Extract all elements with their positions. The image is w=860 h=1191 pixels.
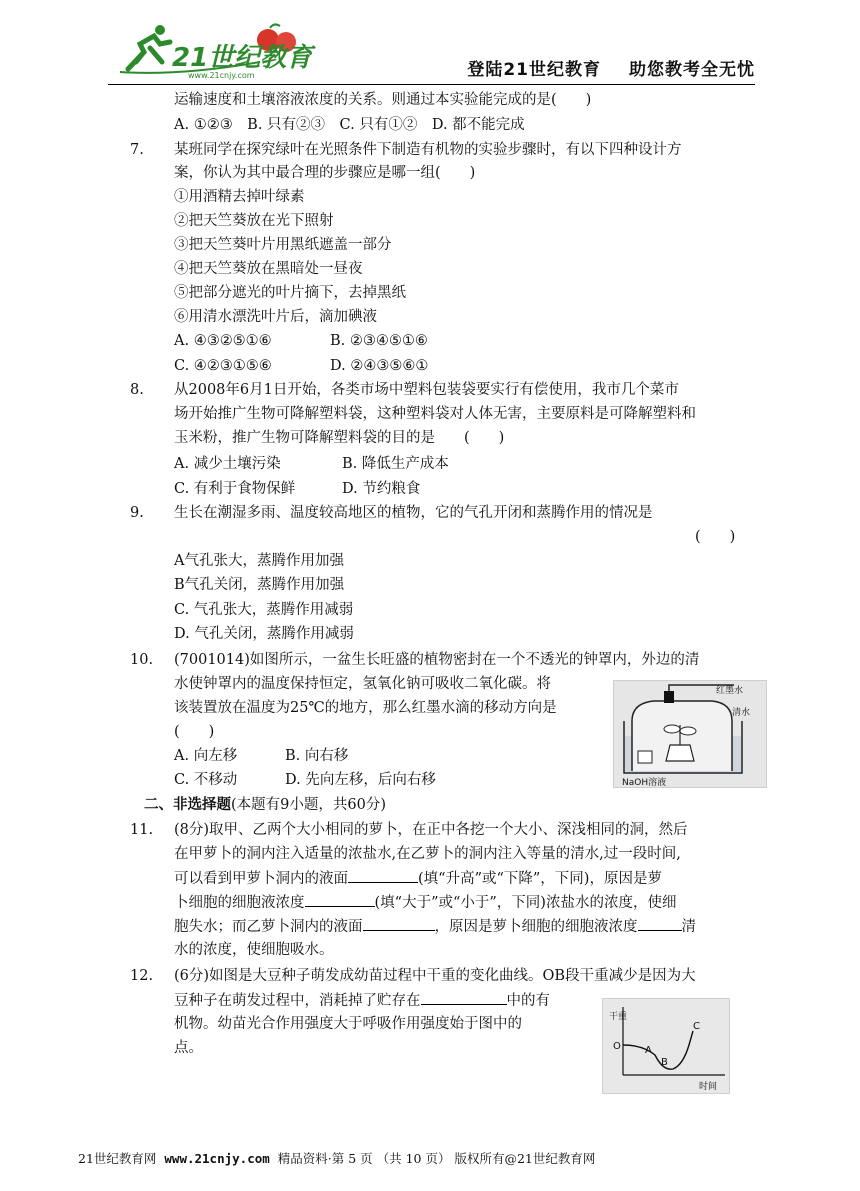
- q11-line4: [174, 892, 676, 913]
- q6-options: A. ①②③ B. 只有②③ C. 只有①② D. 都不能完成: [174, 117, 525, 133]
- q11-blank-4[interactable]: [638, 916, 682, 931]
- q11-blank-2[interactable]: [305, 892, 375, 907]
- q8-line1: 从2008年6月1日开始，各类市场中塑料包装袋要实行有偿使用，我市几个菜市: [174, 382, 679, 398]
- q12-line2-b: 中的有: [506, 993, 550, 1009]
- header-divider: [108, 84, 755, 85]
- q11-line6: 水的浓度，使细胞吸水。: [174, 942, 334, 958]
- q11-line3-a: 可以看到甲萝卜洞内的液面: [174, 871, 348, 887]
- q9-option-c: C. 气孔张大，蒸腾作用减弱: [174, 602, 354, 618]
- point-o: O: [613, 1041, 621, 1052]
- q12-line3: 机物。幼苗光合作用强度大于呼吸作用强度始于图中的: [174, 1016, 522, 1032]
- q8-option-a: A. 减少土壤污染: [174, 456, 281, 472]
- q7-line2: 案，你认为其中最合理的步骤应是哪一组( ): [174, 165, 476, 181]
- point-b: B: [661, 1057, 668, 1068]
- q12-line1: (6分)如图是大豆种子萌发成幼苗过程中干重的变化曲线。OB段干重减少是因为大: [174, 968, 696, 984]
- q11-line1: (8分)取甲、乙两个大小相同的萝卜，在正中各挖一个大小、深浅相同的洞，然后: [174, 822, 688, 838]
- q9-answer-paren: ( ): [695, 529, 736, 545]
- q6-line: 运输速度和土壤溶液浓度的关系。则通过本实验能完成的是( ): [174, 92, 592, 108]
- q10-number: 10.: [130, 652, 154, 668]
- q11-line2: 在甲萝卜的洞内注入适量的浓盐水,在乙萝卜的洞内注入等量的清水,过一段时间,: [174, 846, 681, 862]
- footer-page-info: 精品资料·第 5 页 （共 10 页） 版权所有@21世纪教育网: [277, 1151, 596, 1166]
- q7-step: ④把天竺葵放在黑暗处一昼夜: [174, 261, 363, 277]
- bell-jar-diagram: [614, 681, 766, 787]
- label-water: 清水: [732, 708, 751, 718]
- q12-blank-1[interactable]: [421, 990, 507, 1005]
- q7-option-c: C. ④②③①⑤⑥: [174, 358, 272, 374]
- q10-option-b: B. 向右移: [285, 748, 349, 764]
- slogan-right: 助您教考全无忧: [629, 60, 755, 80]
- q7-option-d: D. ②④③⑤⑥①: [330, 358, 429, 374]
- q9-option-d: D. 气孔关闭，蒸腾作用减弱: [174, 626, 354, 642]
- page-footer: [78, 1149, 595, 1167]
- q8-number: 8.: [130, 382, 144, 398]
- y-axis-label: 干重: [609, 1012, 628, 1022]
- q7-step: ⑤把部分遮光的叶片摘下，去掉黑纸: [174, 285, 406, 301]
- point-c: C: [693, 1021, 700, 1032]
- logo-text: 21世纪教育: [172, 43, 313, 73]
- q11-line5-c: 清: [681, 919, 696, 935]
- q12-number: 12.: [130, 968, 154, 984]
- x-axis-label: 时间: [699, 1082, 718, 1092]
- q10-apparatus-figure: [613, 680, 767, 788]
- label-red-ink: 红墨水: [716, 686, 744, 696]
- q12-line2-a: 豆种子在萌发过程中，消耗掉了贮存在: [174, 993, 421, 1009]
- q8-line2: 场开始推广生物可降解塑料袋，这种塑料袋对人体无害，主要原料是可降解塑料和: [174, 406, 696, 422]
- point-a: A: [645, 1045, 652, 1056]
- q8-line3: 玉米粉，推广生物可降解塑料袋的目的是 ( ): [174, 430, 505, 446]
- q9-number: 9.: [130, 505, 144, 521]
- q10-line3: 该装置放在温度为25℃的地方，那么红墨水滴的移动方向是: [174, 700, 557, 716]
- site-logo[interactable]: [110, 14, 340, 84]
- q11-line5-b: ，原因是萝卜细胞的细胞液浓度: [434, 919, 638, 935]
- footer-org: 21世纪教育网: [78, 1151, 157, 1166]
- q8-option-b: B. 降低生产成本: [342, 456, 449, 472]
- q7-option-b: B. ②③④⑤①⑥: [330, 333, 428, 349]
- q9-line1: 生长在潮湿多雨、温度较高地区的植物，它的气孔开闭和蒸腾作用的情况是: [174, 505, 653, 521]
- q10-option-a: A. 向左移: [174, 748, 238, 764]
- q11-line5: [174, 916, 696, 937]
- logo-graphic: [110, 14, 340, 84]
- q7-line1: 某班同学在探究绿叶在光照条件下制造有机物的实验步骤时，有以下四种设计方: [174, 142, 682, 158]
- q11-line4-a: 卜细胞的细胞液浓度: [174, 895, 305, 911]
- q7-step: ③把天竺葵叶片用黑纸遮盖一部分: [174, 237, 392, 253]
- q11-blank-1[interactable]: [348, 868, 418, 883]
- q11-blank-3[interactable]: [363, 916, 435, 931]
- q10-line2: 水使钟罩内的温度保持恒定，氢氧化钠可吸收二氧化碳。将: [174, 676, 551, 692]
- q12-dry-weight-figure: [602, 998, 730, 1094]
- header-slogan: [467, 55, 755, 80]
- section2-note: (本题有9小题，共60分): [231, 797, 386, 813]
- q10-line4: ( ): [174, 724, 215, 740]
- q8-option-c: C. 有利于食物保鲜: [174, 481, 296, 497]
- q11-line3-b: (填“升高”或“下降”，下同)，原因是萝: [418, 871, 662, 887]
- dry-weight-curve: [603, 999, 729, 1093]
- footer-site-link[interactable]: www.21cnjy.com: [164, 1151, 270, 1166]
- q9-option-b: B气孔关闭，蒸腾作用加强: [174, 577, 345, 593]
- q11-line3: [174, 868, 662, 889]
- q10-option-d: D. 先向左移，后向右移: [285, 772, 436, 788]
- q7-step: ②把天竺葵放在光下照射: [174, 213, 334, 229]
- q7-number: 7.: [130, 142, 144, 158]
- q12-line4: 点。: [174, 1040, 203, 1056]
- q8-option-d: D. 节约粮食: [342, 481, 421, 497]
- q7-step: ⑥用清水漂洗叶片后，滴加碘液: [174, 309, 377, 325]
- q10-line1: (7001014)如图所示，一盆生长旺盛的植物密封在一个不透光的钟罩内，外边的清: [174, 652, 700, 668]
- q9-option-a: A气孔张大，蒸腾作用加强: [174, 553, 344, 569]
- q10-option-c: C. 不移动: [174, 772, 238, 788]
- section2-title: 二、非选择题: [144, 796, 231, 813]
- q7-option-a: A. ④③②⑤①⑥: [174, 333, 272, 349]
- q12-line2: [174, 990, 550, 1011]
- slogan-left: 登陆21世纪教育: [467, 60, 601, 80]
- logo-url: www.21cnjy.com: [188, 71, 255, 80]
- q11-number: 11.: [130, 822, 154, 838]
- q11-line5-a: 胞失水；而乙萝卜洞内的液面: [174, 919, 363, 935]
- q11-line4-b: (填“大于”或“小于”，下同)浓盐水的浓度，使细: [374, 895, 677, 911]
- section2-heading: [144, 795, 386, 815]
- q7-step: ①用酒精去掉叶绿素: [174, 189, 305, 205]
- label-naoh: NaOH溶液: [622, 778, 667, 787]
